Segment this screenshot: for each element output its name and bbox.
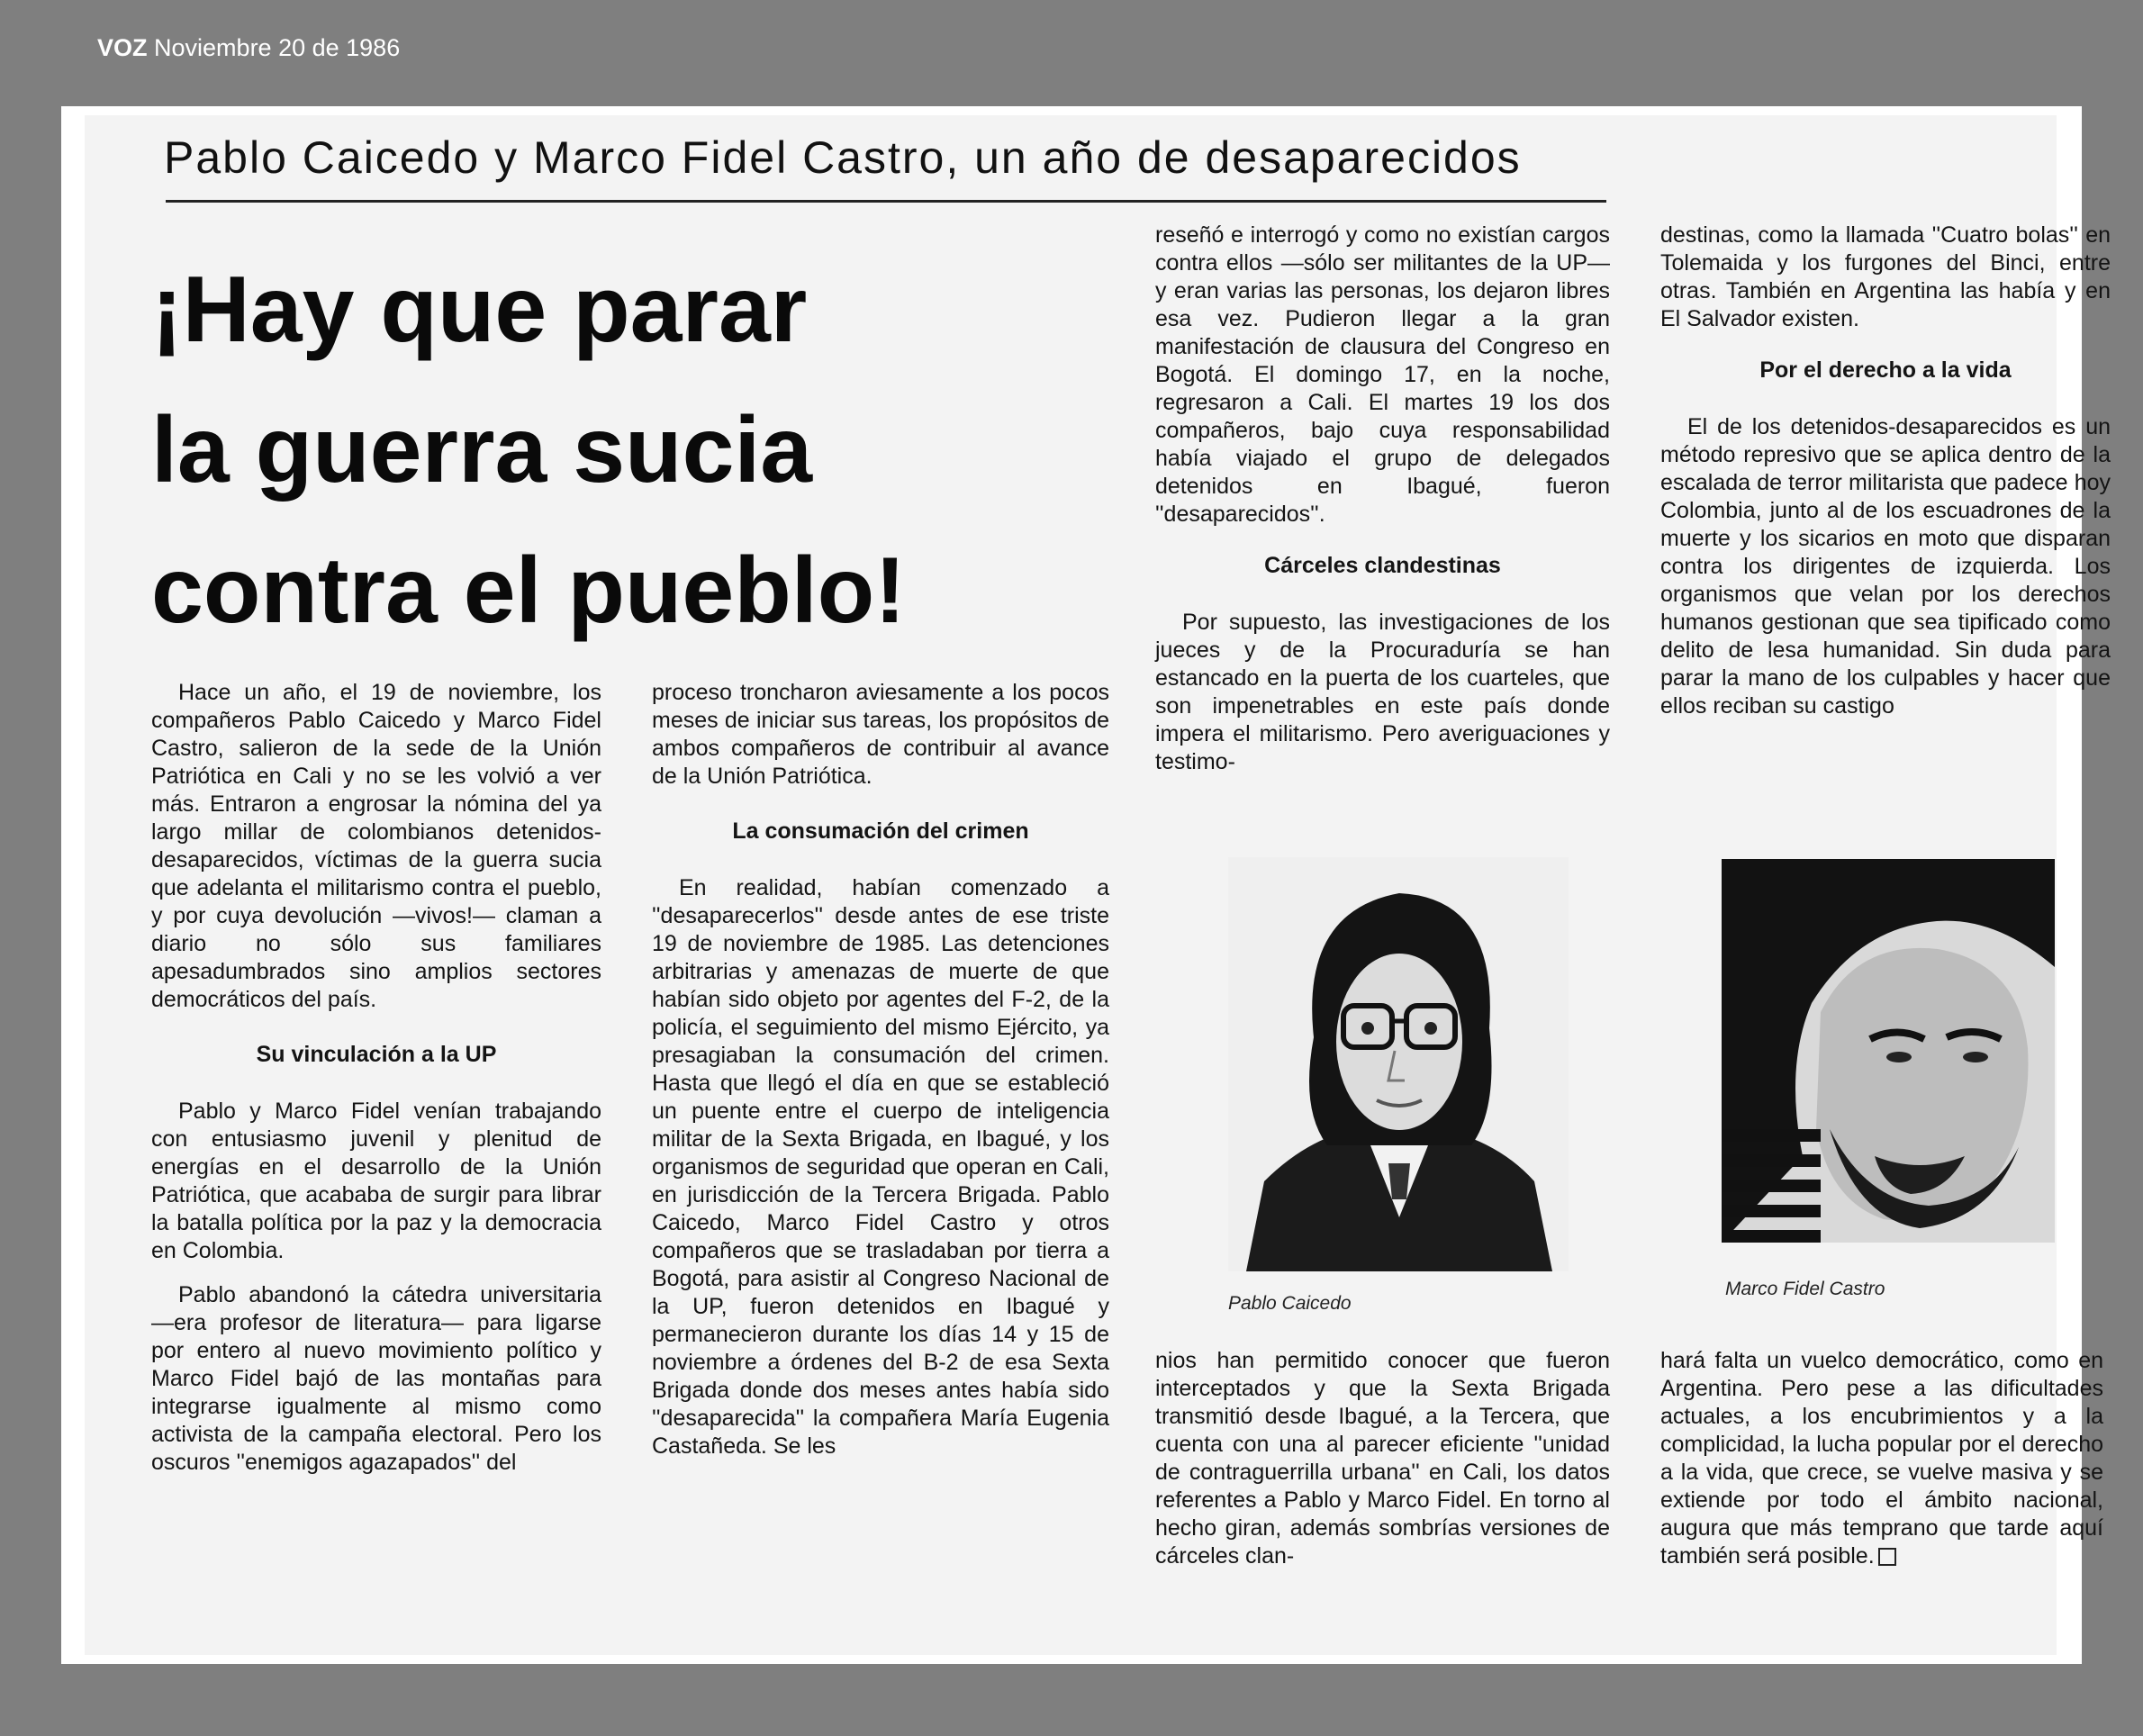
- source-label: [97, 34, 400, 62]
- column-4: [1660, 222, 2111, 737]
- photo-marco-fidel-castro: [1722, 859, 2055, 1243]
- subheading: Cárceles clandestinas: [1264, 553, 1501, 578]
- paragraph: proceso troncharon aviesamente a los pocos meses de iniciar sus tareas, los propósitos de ambos compañeros de contribuir al avance de la Unión Patriótica.: [652, 680, 1109, 789]
- paragraph: Hace un año, el 19 de noviembre, los compañeros Pablo Caicedo y Marco Fidel Castro, salieron de la sede de la Unión Patriótica en Cali y no se les volvió a ver más. Entraron a engrosar la nómina del ya largo millar de colombianos detenidos-desaparecidos, víctimas de la guerra sucia que adelanta el militarismo contra el pueblo, y por cuya devolución —vivos!— claman a diario no sólo sus familiares apesadumbrados sino amplios sectores democráticos del país.: [151, 680, 601, 1012]
- kicker-rule: [166, 200, 1606, 203]
- column-2: [652, 679, 1109, 1477]
- photo-caption: Pablo Caicedo: [1228, 1293, 1352, 1314]
- paragraph: Pablo y Marco Fidel venían trabajando con entusiasmo juvenil y plenitud de energías en el desarrollo de la Unión Patriótica, que acababa de surgir para librar la batalla política por la paz y la democracia en Colombia.: [151, 1099, 601, 1263]
- portrait-image: [1722, 859, 2055, 1243]
- column-3: [1155, 222, 1610, 792]
- source-paper: VOZ: [97, 34, 148, 61]
- headline-line: contra el pueblo!: [151, 538, 906, 643]
- subheading: La consumación del crimen: [732, 818, 1029, 844]
- subheading: Su vinculación a la UP: [256, 1042, 497, 1067]
- paragraph: En realidad, habían comenzado a ''desaparecerlos'' desde antes de ese triste 19 de noviembre de 1985. Las detenciones arbitrarias y amenazas de muerte de que habían sido objeto por agentes del F-2, de la policía, el seguimiento del mismo Ejército, ya presagiaban la consumación del crimen. Hasta que llegó el día en que se estableció un puente entre el cuerpo de inteligencia militar de la Sexta Brigada, en Ibagué, y los organismos de seguridad que operan en Cali, en jurisdicción de la Tercera Brigada. Pablo Caicedo, Marco Fidel Castro y otros compañeros que se trasladaban por tierra a Bogotá, para asistir al Congreso Nacional de la UP, fueron detenidos en Ibagué y permanecieron durante los días 14 y 15 de noviembre a órdenes del B-2 de esa Sexta Brigada donde dos meses antes había sido ''desaparecida'' la compañera María Eugenia Castañeda. Se les: [652, 875, 1109, 1459]
- headline-line: ¡Hay que parar: [151, 258, 808, 362]
- headline: [151, 240, 1088, 661]
- column-4-continued: [1660, 1347, 2103, 1570]
- paragraph: reseñó e interrogó y como no existían cargos contra ellos —sólo ser militantes de la UP— y eran varias las personas, los dejaron libres esa vez. Pudieron llegar a la gran manifestación de clausura del Congreso en Bogotá. El domingo 17, en la noche, regresaron a Cali. El martes 19 los dos compañeros, bajo cuya responsabilidad había viajado el grupo de delegados detenidos en Ibagué, fueron ''desaparecidos''.: [1155, 222, 1610, 527]
- paragraph: destinas, como la llamada ''Cuatro bolas'' en Tolemaida y los furgones del Binci, entre otras. También en Argentina las había y en El Salvador existen.: [1660, 222, 2111, 331]
- headline-line: la guerra sucia: [151, 398, 813, 502]
- kicker: Pablo Caicedo y Marco Fidel Castro, un año de desaparecidos: [164, 132, 1522, 183]
- end-mark-icon: [1878, 1548, 1896, 1566]
- newspaper-page: [61, 106, 2111, 1664]
- source-date: Noviembre 20 de 1986: [154, 34, 401, 61]
- paragraph: Por supuesto, las investigaciones de los jueces y de la Procuraduría se han estancado en la puerta de los cuarteles, que son impenetrables en este país donde impera el militarismo. Pero averiguaciones y testimo-: [1155, 610, 1610, 774]
- paragraph: hará falta un vuelco democrático, como en Argentina. Pero pese a las dificultades actuales, a los encubrimientos y a la complicidad, la lucha popular por el derecho a la vida, que crece, se vuelve masiva y se extiende por todo el ámbito nacional, augura que más temprano que tarde aquí también será posible.: [1660, 1348, 2103, 1569]
- newspaper-clipping: [85, 115, 2111, 1655]
- portrait-image: [1228, 857, 1569, 1271]
- photo-pablo-caicedo: [1228, 857, 1569, 1271]
- paragraph-wrapper: [1660, 1347, 2103, 1570]
- column-1: [151, 679, 601, 1493]
- column-3-continued: [1155, 1347, 1610, 1587]
- photo-caption: Marco Fidel Castro: [1725, 1279, 1885, 1299]
- paragraph: Pablo abandonó la cátedra universitaria —era profesor de literatura— para ligarse por entero al nuevo movimiento político y Marco Fidel bajó de las montañas para integrarse igualmente al mismo como activista de la campaña electoral. Pero los oscuros ''enemigos agazapados'' del: [151, 1282, 601, 1475]
- paragraph: nios han permitido conocer que fueron interceptados y que la Sexta Brigada transmitió desde Ibagué, a la Tercera, que cuenta con una al parecer eficiente ''unidad de contraguerrilla urbana'' en Cali, los datos referentes a Pablo y Marco Fidel. En torno al hecho giran, además sombrías versiones de cárceles clan-: [1155, 1348, 1610, 1569]
- paragraph: El de los detenidos-desaparecidos es un método represivo que se aplica dentro de la escalada de terror militarista que padece hoy Colombia, junto al de los escuadrones de la muerte y los sicarios en moto que disparan contra los dirigentes de izquierda. Los organismos que velan por los derechos humanos gestionan que sea tipificado como delito de lesa humanidad. Sin duda para parar la mano de los culpables y hacer que ellos reciban su castigo: [1660, 414, 2111, 719]
- subheading: Por el derecho a la vida: [1759, 357, 2012, 383]
